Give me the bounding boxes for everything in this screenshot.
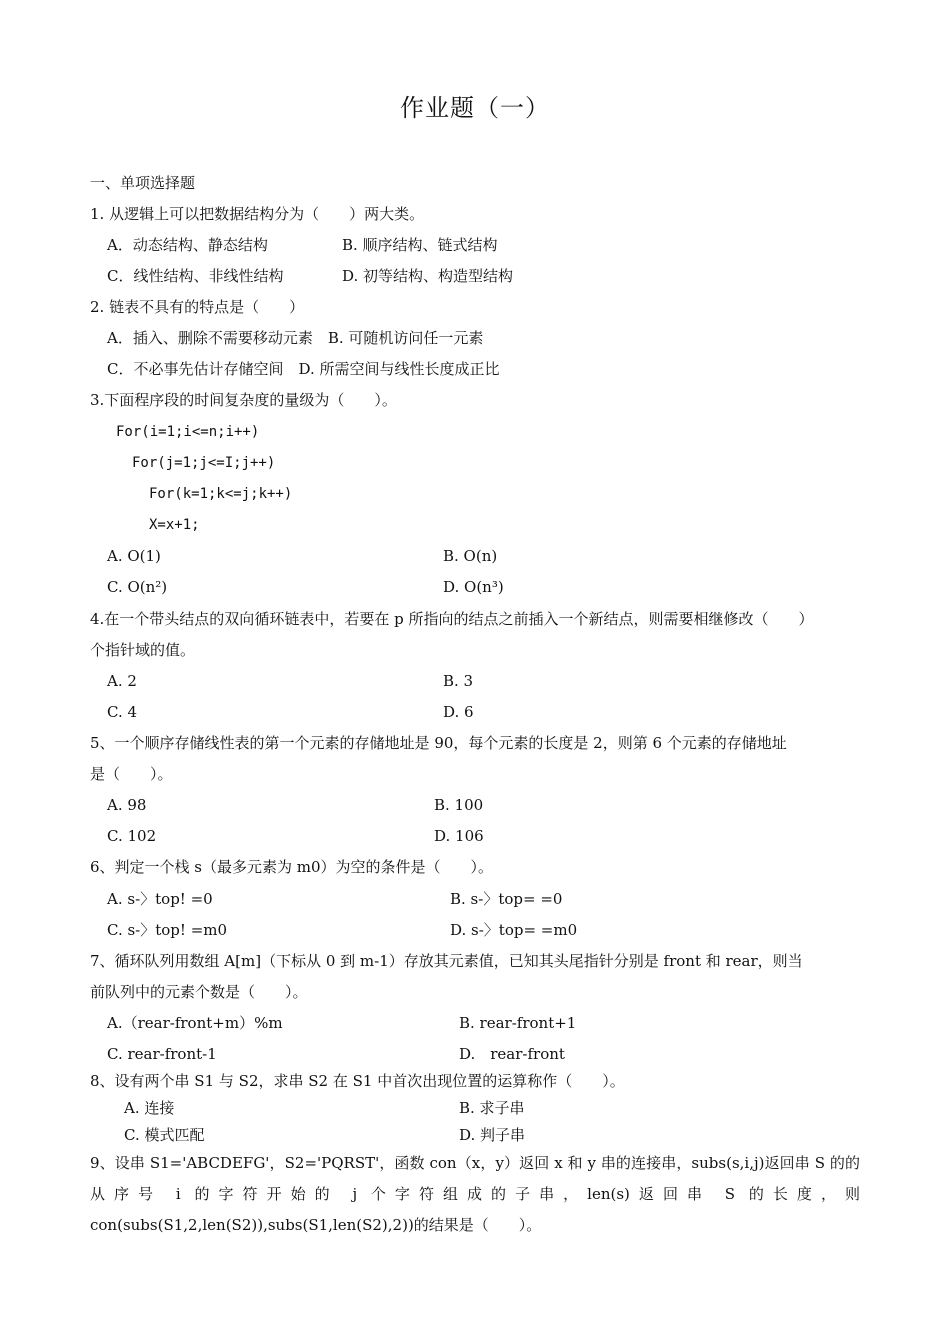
question-5-option-d: D. 106 (434, 827, 484, 845)
question-8-option-c: C. 模式匹配 (124, 1126, 205, 1144)
question-5-stem-line-1: 5、一个顺序存储线性表的第一个元素的存储地址是 90，每个元素的长度是 2，则第 6 个元素的存储地址 (90, 734, 787, 752)
page-title: 作业题（一） (400, 94, 550, 122)
question-4-option-c: C. 4 (107, 703, 138, 721)
question-5-stem-line-2: 是（ ）。 (90, 765, 173, 783)
question-3-option-a: A. O(1) (107, 547, 161, 565)
question-9-stem: 9、设串 S1='ABCDEFG'，S2='PQRST'，函数 con（x，y）返回 x 和 y 串的连接串，subs(s,i,j)返回串 S 的的从序号 i 的字符开始的 j 个字符组成的子串，len(s)返回串 S 的长度，则 con(subs(S1,2,len(S2)),subs(S1,len(S2),2))的结果是（ ）。 (90, 1154, 860, 1234)
question-6-option-c: C. s-〉top! =m0 (107, 921, 228, 939)
question-6-option-d: D. s-〉top= =m0 (450, 921, 578, 939)
question-1-stem: 1. 从逻辑上可以把数据结构分为（ ）两大类。 (90, 205, 425, 223)
question-8-option-a: A. 连接 (124, 1099, 175, 1117)
question-6-option-b: B. s-〉top= =0 (450, 890, 563, 908)
question-7-stem-line-2: 前队列中的元素个数是（ ）。 (90, 983, 308, 1001)
question-7-option-a: A.（rear-front+m）%m (107, 1014, 283, 1032)
question-5-option-c: C. 102 (107, 827, 157, 845)
question-7-option-b: B. rear-front+1 (459, 1014, 577, 1032)
question-3-option-c: C. O(n²) (107, 578, 168, 596)
question-3-code-line-3: For(k=1;k<=j;k++) (149, 486, 293, 502)
question-3-code-line-4: X=x+1; (149, 517, 200, 533)
question-3-code-line-1: For(i=1;i<=n;i++) (116, 424, 260, 440)
section-heading: 一、单项选择题 (90, 174, 196, 192)
question-1-option-b: B. 顺序结构、链式结构 (342, 236, 498, 254)
question-2-options-cd: C．不必事先估计存储空间 D. 所需空间与线性长度成正比 (107, 360, 500, 378)
question-2-options-ab: A．插入、删除不需要移动元素 B. 可随机访问任一元素 (107, 329, 484, 347)
question-7-option-c: C. rear-front-1 (107, 1045, 217, 1063)
question-4-stem-line-1: 4.在一个带头结点的双向循环链表中，若要在 p 所指向的结点之前插入一个新结点，则需要相继修改（ ） (90, 610, 814, 628)
question-6-option-a: A. s-〉top! =0 (107, 890, 213, 908)
question-1-option-c: C．线性结构、非线性结构 (107, 267, 284, 285)
question-6-stem: 6、判定一个栈 s（最多元素为 m0）为空的条件是（ ）。 (90, 858, 494, 876)
question-3-stem: 3.下面程序段的时间复杂度的量级为（ ）。 (90, 391, 397, 409)
question-8-option-d: D. 判子串 (459, 1126, 526, 1144)
question-2-stem: 2. 链表不具有的特点是（ ） (90, 298, 305, 316)
question-5-option-b: B. 100 (434, 796, 484, 814)
question-4-stem-line-2: 个指针域的值。 (90, 641, 196, 659)
question-4-option-b: B. 3 (443, 672, 474, 690)
question-3-option-b: B. O(n) (443, 547, 498, 565)
question-4-option-a: A. 2 (107, 672, 137, 690)
question-4-option-d: D. 6 (443, 703, 474, 721)
question-3-option-d: D. O(n³) (443, 578, 504, 596)
question-1-option-a: A．动态结构、静态结构 (107, 236, 268, 254)
question-8-stem: 8、设有两个串 S1 与 S2，求串 S2 在 S1 中首次出现位置的运算称作（ ）。 (90, 1072, 625, 1090)
question-8-option-b: B. 求子串 (459, 1099, 525, 1117)
question-7-option-d: D. rear-front (459, 1045, 565, 1063)
question-7-stem-line-1: 7、循环队列用数组 A[m]（下标从 0 到 m-1）存放其元素值，已知其头尾指针分别是 front 和 rear，则当 (90, 952, 803, 970)
question-1-option-d: D. 初等结构、构造型结构 (342, 267, 514, 285)
question-5-option-a: A. 98 (107, 796, 147, 814)
question-3-code-line-2: For(j=1;j<=I;j++) (132, 455, 276, 471)
